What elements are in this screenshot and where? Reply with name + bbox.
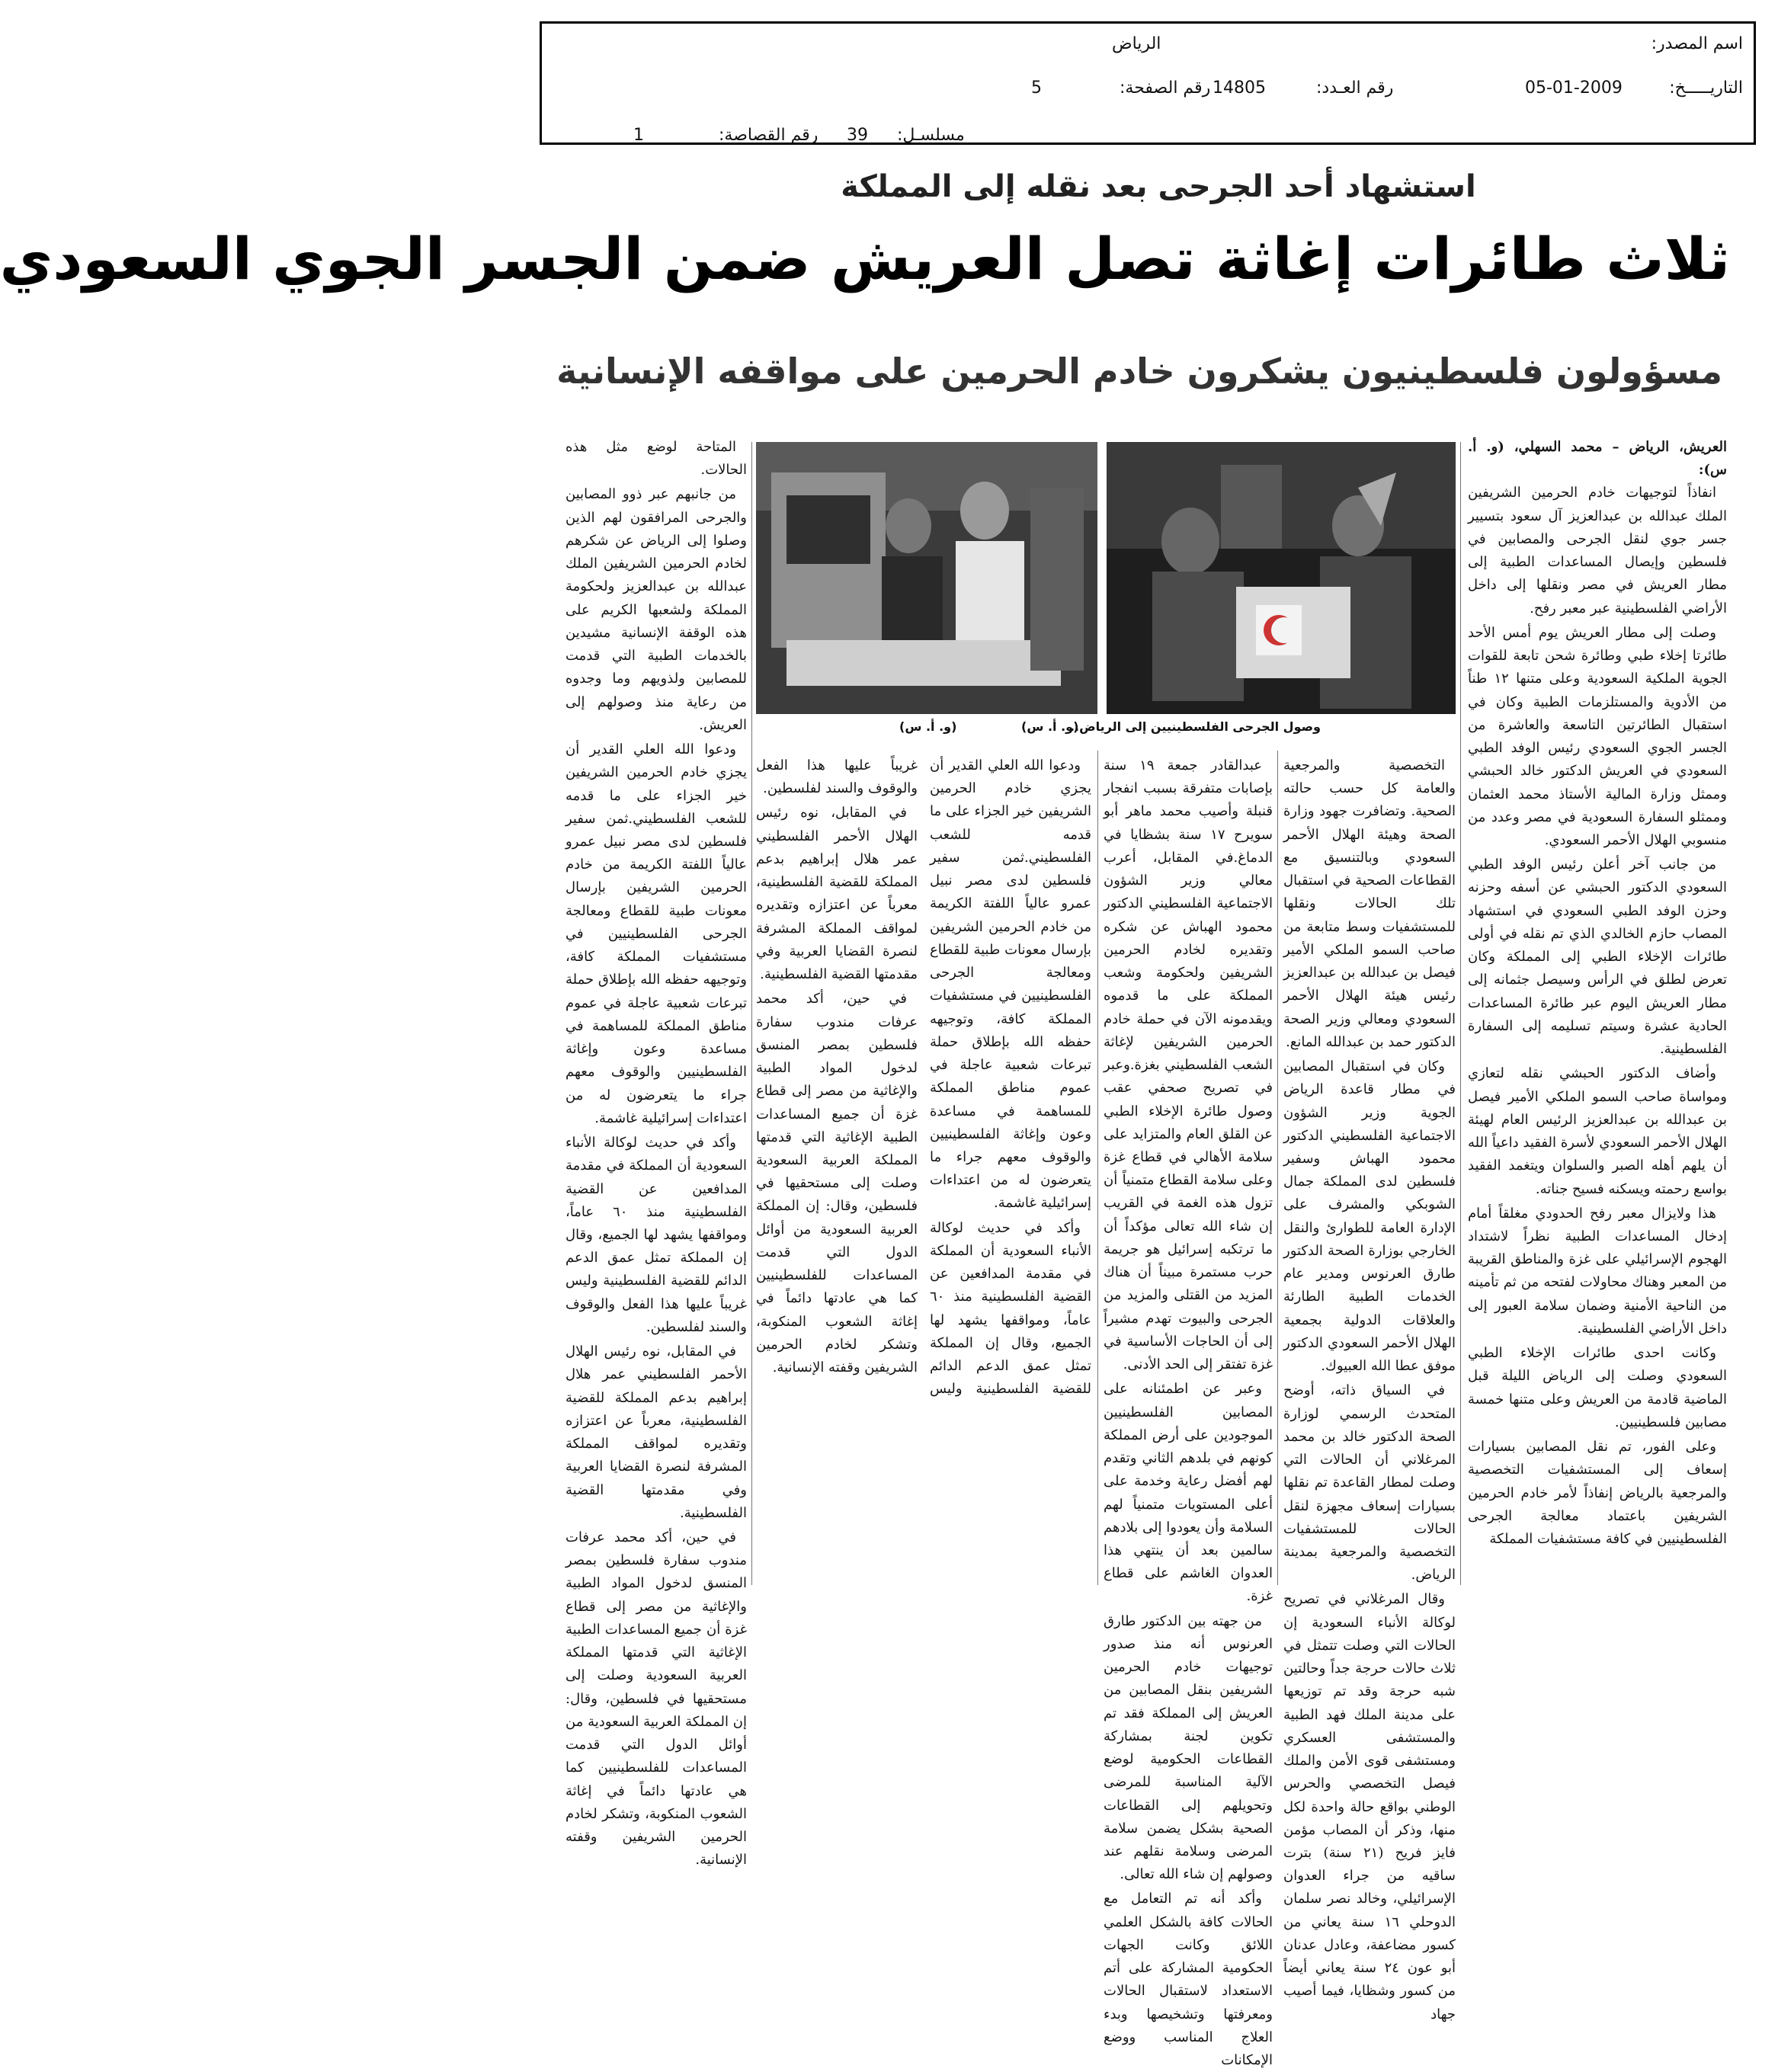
- col1-paragraph: وعلى الفور، تم نقل المصابين بسيارات إسعاف إلى المستشفيات التخصصية والمرجعية بالرياض إنفاذاً لأمر خادم الحرمين الشريفين باعتماد معالجة الجرحى الفلسطينيين في كافة مستشفيات المملكة: [1468, 1439, 1727, 1548]
- photo-stretcher-graphic: [1107, 442, 1456, 714]
- col4-paragraph: وأكد في حديث لوكالة الأنباء السعودية أن المملكة في مقدمة المدافعين عن القضية الفلسطينية منذ ٦٠ عاماً، ومواقفها يشهد لها الجميع، وقال إن المملكة تمثل عمق الدعم الدائم للقضية الفلسطينية وليس غريباً عليها هذا الفعل والوقوف والسند لفلسطين.: [565, 1135, 747, 1335]
- photo-ambulance-graphic: [756, 442, 1097, 714]
- serial-value: 39: [847, 126, 868, 145]
- colmid-paragraph: في المقابل، نوه رئيس الهلال الأحمر الفلسطيني عمر هلال إبراهيم بدعم المملكة للقضية الفلسطينية، معرباً عن اعتزازه وتقديره لمواقف المملكة المشرفة لنصرة القضايا العربية وفي مقدمتها القضية الفلسطينية.: [756, 805, 918, 983]
- col4-paragraph: في المقابل، نوه رئيس الهلال الأحمر الفلسطيني عمر هلال إبراهيم بدعم المملكة للقضية الفلسطينية، معرباً عن اعتزازه وتقديره لمواقف المملكة المشرفة لنصرة القضايا العربية وفي مقدمتها القضية الفلسطينية.: [565, 1343, 747, 1521]
- col1-paragraph: هذا ولايزال معبر رفح الحدودي مغلقاً أمام إدخال المساعدات الطبية نظراً لاشتداد الهجوم الإسرائيلي على غزة والمناطق القريبة من المعبر وهناك محاولات لفتحه من ثم تأمينه من الناحية الأمنية وضمان سلامة العبور إلى داخل الأراضي الفلسطينية.: [1468, 1205, 1727, 1337]
- article-headline: ثلاث طائرات إغاثة تصل العريش ضمن الجسر الجوي السعودي: [0, 225, 1730, 293]
- col2-paragraph: التخصصية والمرجعية والعامة كل حسب حالته الصحية. وتضافرت جهود وزارة الصحة وهيئة الهلال الأحمر السعودي وبالتنسيق مع القطاعات الصحية في استقبال تلك الحالات ونقلها للمستشفيات وسط متابعة من صاحب السمو الملكي الأمير فيصل بن عبدالله بن عبدالعزيز رئيس هيئة الهلال الأحمر السعودي ومعالي وزير الصحة الدكتور حمد بن عبدالله المانع.: [1283, 757, 1456, 1050]
- article-column-1: [1468, 436, 1727, 1583]
- article-subheadline: مسؤولون فلسطينيون يشكرون خادم الحرمين على مواقفه الإنسانية: [556, 351, 1722, 392]
- page-value: 5: [1031, 78, 1042, 98]
- col1-paragraph: من جانب آخر أعلن رئيس الوفد الطبي السعودي الدكتور الحبشي عن أسفه وحزنه وحزن الوفد الطبي السعودي في استشهاد المصاب حازم الخالدي الذي تم نقله في أولى طائرات الإخلاء الطبي إلى المملكة وكان تعرض لطلق في الرأس وسيصل جثمانه إلى مطار العريش اليوم عبر طائرة المساعدات الحادية عشرة وسيتم تسليمه إلى السفارة الفلسطينية.: [1468, 857, 1727, 1058]
- col1-paragraph: وصلت إلى مطار العريش يوم أمس الأحد طائرتا إخلاء طبي وطائرة شحن تابعة للقوات الجوية الملكية السعودية وعلى متنها ١٢ طناً من الأدوية والمستلزمات الطبية وكان في استقبال الطائرتين التاسعة والعاشرة من الجسر الجوي السعودي رئيس الوفد الطبي السعودي في العريش الدكتور خالد الحبشي وممثل وزارة المالية الأستاذ محمد العثمان وممثلو السفارة السعودية في مصر وعدد من منسوبي الهلال الأحمر السعودي.: [1468, 624, 1727, 848]
- date-label: التاريـــــخ:: [1669, 78, 1743, 98]
- colmid-paragraph: وأكد في حديث لوكالة الأنباء السعودية أن المملكة في مقدمة المدافعين عن القضية الفلسطينية منذ ٦٠ عاماً، ومواقفها يشهد لها الجميع، وقال إن المملكة تمثل عمق الدعم الدائم للقضية الفلسطينية وليس غريباً عليها هذا الفعل والوقوف والسند لفلسطين.: [756, 757, 1091, 1398]
- col2-paragraph: وكان في استقبال المصابين في مطار قاعدة الرياض الجوية وزير الشؤون الاجتماعية الفلسطيني الدكتور محمود الهباش وسفير فلسطين لدى المملكة جمال الشوبكي والمشرف على الإدارة العامة للطوارئ والنقل الخارجي بوزارة الصحة الدكتور طارق العرنوس ومدير عام الخدمات الطبية الطارئة والعلاقات الدولية بجمعية الهلال الأحمر السعودي الدكتور موفق عطا الله العبيوك.: [1283, 1058, 1456, 1375]
- column-rule-1: [1460, 442, 1461, 1585]
- photo-ambulance-transfer: [756, 442, 1097, 714]
- date-value: 05-01-2009: [1525, 78, 1623, 98]
- col4-paragraph: في حين، أكد محمد عرفات مندوب سفارة فلسطين بمصر المنسق لدخول المواد الطبية والإغاثية من مصر إلى قطاع غزة أن جميع المساعدات الطبية الإغاثية التي قدمتها المملكة العربية السعودية وصلت إلى مستحقيها في فلسطين، وقال: إن المملكة العربية السعودية من أوائل الدول التي قدمت المساعدات للفلسطينيين كما هي عادتها دائماً في إغاثة الشعوب المنكوبة، وتشكر لخادم الحرمين الشريفين وقفته الإنسانية.: [565, 1529, 747, 1869]
- serial-label: مسلسـل:: [897, 126, 965, 145]
- photo-caption: وصول الجرحى الفلسطينيين إلى الرياض..: [1069, 719, 1321, 734]
- article-column-3: [1104, 754, 1273, 2069]
- col1-paragraph: وكانت احدى طائرات الإخلاء الطبي السعودي وصلت إلى الرياض الليلة قبل الماضية قادمة من العريش وعلى متنها خمسة مصابين فلسطينيين.: [1468, 1345, 1727, 1430]
- issue-label: رقم العـدد:: [1316, 78, 1394, 98]
- col3-paragraph: من جهته بين الدكتور طارق العرنوس أنه منذ صدور توجيهات خادم الحرمين الشريفين بنقل المصابين من العريش إلى المملكة فقد تم تكوين لجنة بمشاركة القطاعات الحكومية لوضع الآلية المناسبة للمرضى وتحويلهم إلى القطاعات الصحية بشكل يضمن سلامة المرضى وسلامة نقلهم عند وصولهم إن شاء الله تعالى.: [1104, 1612, 1273, 1883]
- column-rule-3: [1097, 751, 1098, 1585]
- col2-paragraph: وقال المرغلاني في تصريح لوكالة الأنباء السعودية إن الحالات التي وصلت تتمثل في ثلاث حالات حرجة جداً وحالتين شبه حرجة وقد تم توزيعها على مدينة الملك فهد الطبية والمستشفى العسكري ومستشفى قوى الأمن والملك فيصل التخصصي والحرس الوطني بواقع حالة واحدة لكل منها، وذكر أن المصاب مؤمن فايز فريح (٢١ سنة) بترت ساقيه من جراء العدوان الإسرائيلي، وخالد نصر سلمان الدوحلي ١٦ سنة يعاني من كسور مضاعفة، وعادل عدنان أبو عون ٢٤ سنة يعاني أيضاً من كسور وشظايا، فيما أصيب جهاد: [1283, 1591, 1456, 2022]
- col1-paragraph: وأضاف الدكتور الحبشي نقله لتعازي ومواساة صاحب السمو الملكي الأمير فيصل بن عبدالله بن عبدالعزيز الرئيس العام لهيئة الهلال الأحمر السعودي لأسرة الفقيد داعياً الله أن يلهم أهله الصبر والسلوان ويتغمد الفقيد بواسع رحمته ويسكنه فسيح جناته.: [1468, 1065, 1727, 1197]
- column-rule-4: [751, 442, 752, 1585]
- col3-paragraph: عبدالقادر جمعة ١٩ سنة بإصابات متفرقة بسبب انفجار قنبلة وأصيب محمد ماهر أبو سويرح ١٧ سنة بشظايا في الدماغ.في المقابل، أعرب معالي وزير الشؤون الاجتماعية الفلسطيني الدكتور محمود الهباش عن شكره وتقديره لخادم الحرمين الشريفين ولحكومة وشعب المملكة على ما قدموه ويقدمونه الآن في حملة خادم الحرمين الشريفين لإغاثة الشعب الفلسطيني بغزة.وعبر في تصريح صحفي عقب وصول طائرة الإخلاء الطبي عن القلق العام والمتزايد على سلامة الأهالي في قطاع غزة وعلى سلامة القطاع متمنياً أن تزول هذه الغمة في القريب إن شاء الله تعالى مؤكداً أن ما ترتكبه إسرائيل هو جريمة حرب مستمرة مبيناً أن هناك المزيد من القتلى والمزيد من الجرحى والبيوت تهدم مشيراً إلى أن الحاجات الأساسية في غزة تفتقر إلى الحد الأدنى.: [1104, 757, 1273, 1373]
- col4-paragraph: ودعوا الله العلي القدير أن يجزي خادم الحرمين الشريفين خير الجزاء على ما قدمه للشعب الفلسطيني.ثمن سفير فلسطين لدى مصر نبيل عمرو عالياً اللفتة الكريمة من خادم الحرمين الشريفين بإرسال معونات طبية للقطاع ومعالجة الجرحى الفلسطينيين في مستشفيات المملكة كافة، وتوجيهه حفظه الله بإطلاق حملة تبرعات شعبية عاجلة في عموم مناطق المملكة للمساهمة في مساعدة وعون وإغاثة الفلسطينيين والوقوف معهم جراء ما يتعرضون له من اعتداءات إسرائيلية غاشمة.: [565, 741, 747, 1126]
- article-byline: العريش، الرياض – محمد السهلي، (و. أ. س):: [1468, 439, 1727, 479]
- clip-value: 1: [633, 126, 644, 145]
- colmid-paragraph: في حين، أكد محمد عرفات مندوب سفارة فلسطين بمصر المنسق لدخول المواد الطبية والإغاثية من مصر إلى قطاع غزة أن جميع المساعدات الطبية الإغاثية التي قدمتها المملكة العربية السعودية وصلت إلى مستحقيها في فلسطين، وقال: إن المملكة العربية السعودية من أوائل الدول التي قدمت المساعدات للفلسطينيين كما هي عادتها دائماً في إغاثة الشعوب المنكوبة، وتشكر لخادم الحرمين الشريفين وقفته الإنسانية.: [756, 991, 918, 1376]
- col2-paragraph: في السياق ذاته، أوضح المتحدث الرسمي لوزارة الصحة الدكتور خالد بن محمد المرغلاني أن الحالات التي وصلت لمطار القاعدة تم نقلها بسيارات إسعاف مجهزة لنقل الحالات للمستشفيات التخصصية والمرجعية بمدينة الرياض.: [1283, 1382, 1456, 1584]
- photo-stretcher-arrival: [1107, 442, 1456, 714]
- column-rule-2: [1277, 751, 1278, 1585]
- page-label: رقم الصفحة:: [1120, 78, 1211, 98]
- col4-paragraph: المتاحة لوضع مثل هذه الحالات.: [565, 439, 747, 479]
- article-column-2: [1283, 754, 1456, 2022]
- issue-value: 14805: [1213, 78, 1266, 98]
- col3-paragraph: وعبر عن اطمئنانه على المصابين الفلسطينيين الموجودين على أرض المملكة كونهم في بلدهم الثاني وتقدم لهم أفضل رعاية وخدمة على أعلى المستويات متمنياً لهم السلامة وأن يعودوا إلى بلادهم سالمين بعد أن ينتهي هذا العدوان الغاشم على قطاع غزة.: [1104, 1381, 1273, 1605]
- colmid-paragraph: ودعوا الله العلي القدير أن يجزي خادم الحرمين الشريفين خير الجزاء على ما قدمه للشعب الفلسطيني.ثمن سفير فلسطين لدى مصر نبيل عمرو عالياً اللفتة الكريمة من خادم الحرمين الشريفين بإرسال معونات طبية للقطاع ومعالجة الجرحى الفلسطينيين في مستشفيات المملكة كافة، وتوجيهه حفظه الله بإطلاق حملة تبرعات شعبية عاجلة في عموم مناطق المملكة للمساهمة في مساعدة وعون وإغاثة الفلسطينيين والوقوف معهم جراء ما يتعرضون له من اعتداءات إسرائيلية غاشمة.: [930, 757, 1091, 1212]
- article-column-4: [565, 436, 747, 1869]
- source-value: الرياض: [1112, 34, 1161, 53]
- col1-paragraph: انفاذاً لتوجيهات خادم الحرمين الشريفين الملك عبدالله بن عبدالعزيز آل سعود بتسيير جسر جوي لنقل الجرحى والمصابين في فلسطين وإيصال المساعدات الطبية إلى مطار العريش في مصر ونقلها إلى داخل الأراضي الفلسطينية عبر معبر رفح.: [1468, 485, 1727, 616]
- source-label: اسم المصدر:: [1651, 34, 1743, 53]
- source-info-box: [540, 21, 1756, 145]
- clip-label: رقم القصاصة:: [719, 126, 819, 145]
- col3-paragraph: وأكد أنه تم التعامل مع الحالات كافة بالشكل العلمي اللائق وكانت الجهات الحكومية المشاركة على أتم الاستعداد لاستقبال الحالات ومعرفتها وتشخيصها وبدء العلاج المناسب ووضع الإمكانات: [1104, 1891, 1273, 2069]
- col4-paragraph: من جانبهم عبر ذوو المصابين والجرحى المرافقون لهم الذين وصلوا إلى الرياض عن شكرهم لخادم الحرمين الشريفين الملك عبدالله بن عبدالعزيز ولحكومة المملكة ولشعبها الكريم على هذه الوقفة الإنسانية مشيدين بالخدمات الطبية التي قدمت للمصابين ولذويهم وما وجدوه من رعاية منذ وصولهم إلى العريش.: [565, 486, 747, 733]
- article-kicker: استشهاد أحد الجرحى بعد نقله إلى المملكة: [841, 169, 1476, 204]
- photo-credit-left: (و. أ. س): [899, 719, 957, 734]
- article-column-mid: [756, 754, 1091, 1584]
- photo-credit: (و. أ. س): [1021, 719, 1079, 734]
